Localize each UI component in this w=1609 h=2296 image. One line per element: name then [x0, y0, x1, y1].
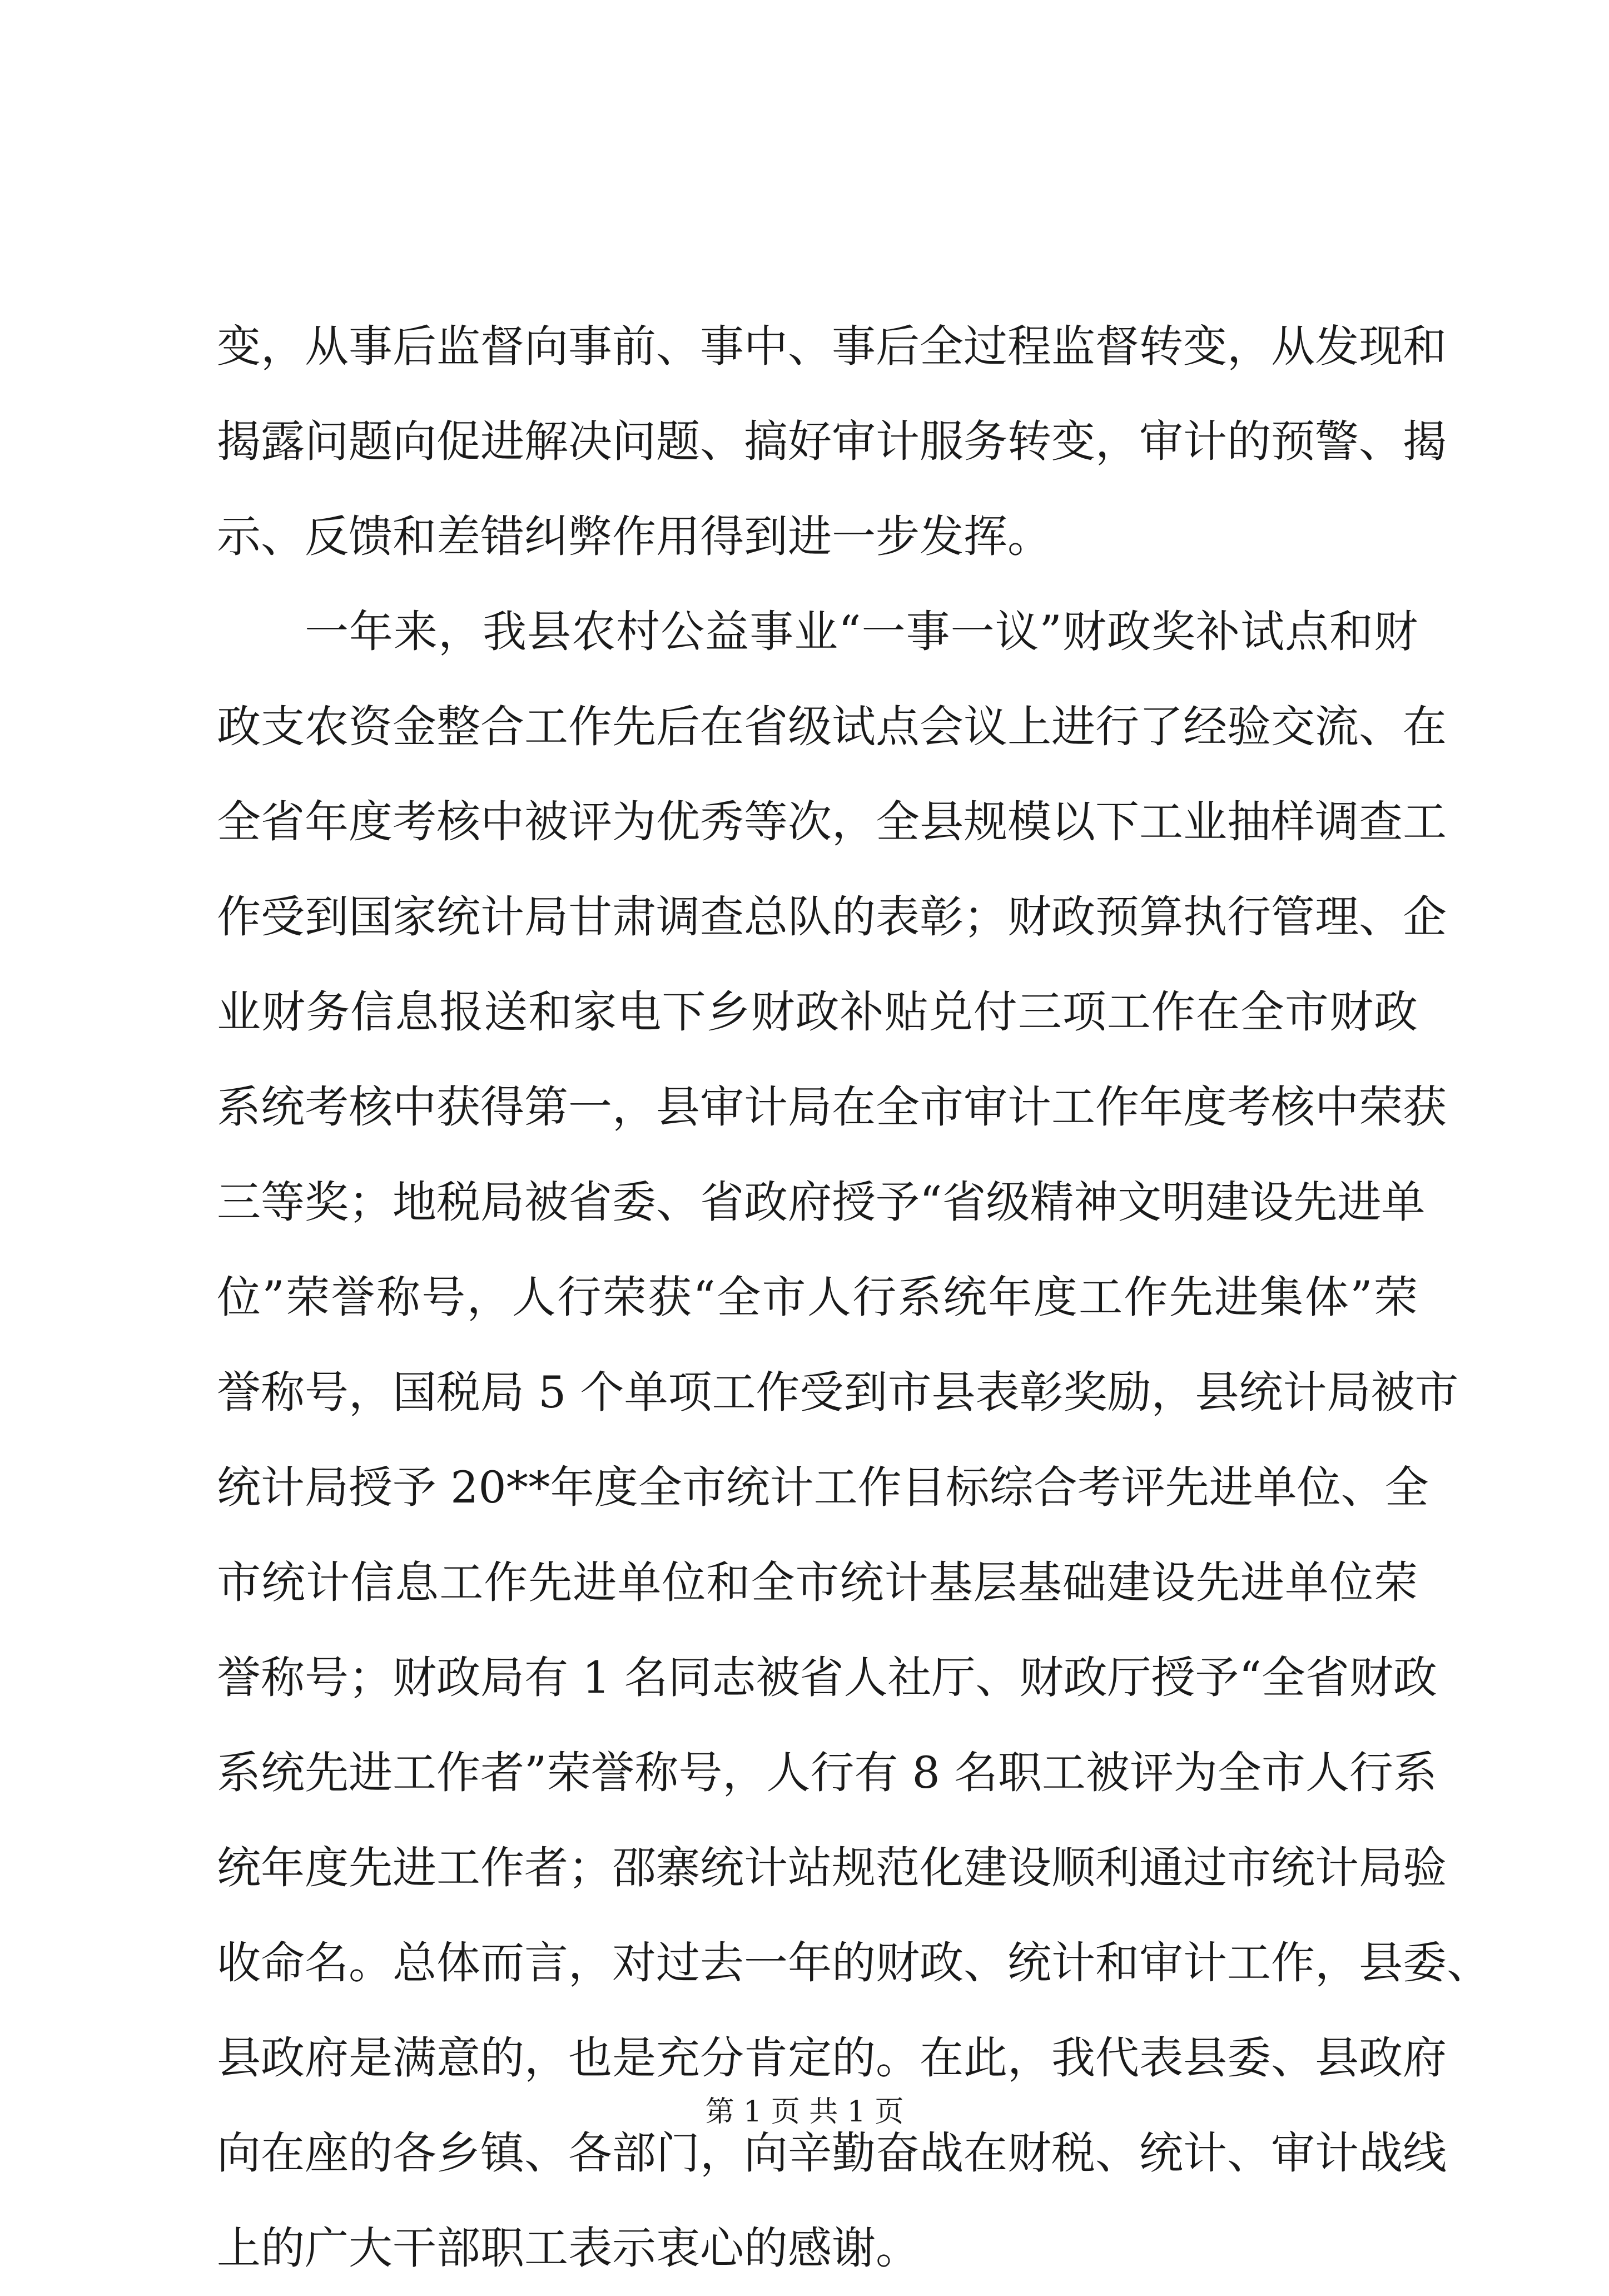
- text-line: 三等奖；地税局被省委、省政府授予“省级精神文明建设先进单: [217, 1177, 1426, 1228]
- text-line: 上的广大干部职工表示衷心的感谢。: [217, 2223, 920, 2274]
- text-line: 业财务信息报送和家电下乡财政补贴兑付三项工作在全市财政: [217, 986, 1418, 1038]
- text-line: 揭露问题向促进解决问题、搞好审计服务转变，审计的预警、揭: [217, 416, 1447, 467]
- text-line: 收命名。总体而言，对过去一年的财政、统计和审计工作，县委、: [217, 1937, 1491, 1988]
- text-line: 统年度先进工作者；邵寨统计站规范化建设顺利通过市统计局验: [217, 1842, 1447, 1893]
- text-line: 系统考核中获得第一，县审计局在全市审计工作年度考核中荣获: [217, 1082, 1447, 1133]
- page-number: 第 1 页 共 1 页: [705, 2095, 904, 2129]
- text-line: 全省年度考核中被评为优秀等次，全县规模以下工业抽样调查工: [217, 796, 1447, 847]
- paragraph-first-line: 一年来，我县农村公益事业“一事一议”财政奖补试点和财: [305, 606, 1418, 657]
- text-line: 位”荣誉称号，人行荣获“全市人行系统年度工作先进集体”荣: [217, 1272, 1418, 1323]
- text-line: 誉称号，国税局 5 个单项工作受到市县表彰奖励，县统计局被市: [217, 1367, 1459, 1418]
- text-line: 作受到国家统计局甘肃调查总队的表彰；财政预算执行管理、企: [217, 891, 1447, 943]
- text-line: 誉称号；财政局有 1 名同志被省人社厅、财政厅授予“全省财政: [217, 1652, 1437, 1703]
- text-line: 向在座的各乡镇、各部门，向辛勤奋战在财税、统计、审计战线: [217, 2128, 1447, 2179]
- text-line: 政支农资金整合工作先后在省级试点会议上进行了经验交流、在: [217, 701, 1447, 752]
- text-line: 示、反馈和差错纠弊作用得到进一步发挥。: [217, 511, 1051, 562]
- text-line: 市统计信息工作先进单位和全市统计基层基础建设先进单位荣: [217, 1557, 1418, 1608]
- text-line: 变，从事后监督向事前、事中、事后全过程监督转变，从发现和: [217, 321, 1447, 372]
- body-text: [217, 299, 1491, 2296]
- text-line: 县政府是满意的，也是充分肯定的。在此，我代表县委、县政府: [217, 2032, 1447, 2084]
- text-line: 统计局授予 20**年度全市统计工作目标综合考评先进单位、全: [217, 1462, 1429, 1513]
- page-footer: [0, 2088, 1609, 2130]
- text-line: 系统先进工作者”荣誉称号，人行有 8 名职工被评为全市人行系: [217, 1747, 1437, 1798]
